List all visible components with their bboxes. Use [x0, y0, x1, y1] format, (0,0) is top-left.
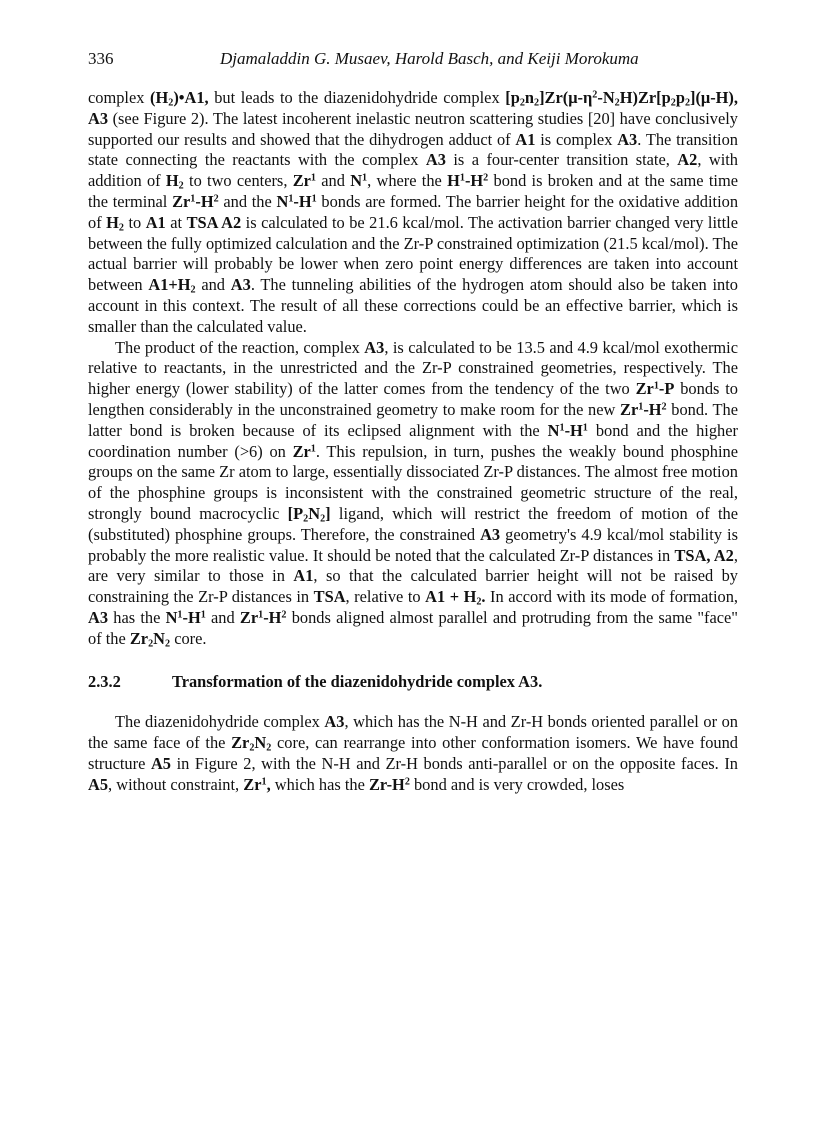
page-number: 336 [88, 49, 114, 68]
section-heading [88, 672, 738, 693]
paragraph: The diazenidohydride complex A3, which has the N-H and Zr-H bonds oriented parallel or on the same face of the $Zr_2N_2$ core, can rearrange into other conformation isomers. We have found structure A5 in Figure 2, with the N-H and Zr-H bonds anti-parallel or on the opposite faces. In A5, without constraint, Zr$^1$, which has the $Zr-H^2$ bond and is very crowded, loses [88, 712, 738, 794]
paragraph: The product of the reaction, complex A3, is calculated to be 13.5 and 4.9 kcal/mol exothermic relative to reactants, in the unrestricted and the Zr-P constrained geometries, respectively. The higher energy (lower stability) of the latter comes from the tendency of the two Zr$^1$-P bonds to lengthen considerably in the unconstrained geometry to make room for the new $Zr^1-H^2$ bond. The latter bond is broken because of its eclipsed alignment with the $N^1-H^1$ bond and the higher coordination number (>6) on Zr$^1$. This repulsion, in turn, pushes the weakly bound phosphine groups on the same Zr atom to large, essentially dissociated Zr-P distances. The almost free motion of the phosphine groups is inconsistent with the constrained geometric structure of the real, strongly bound macrocyclic $[P_2N_2]$ ligand, which will restrict the freedom of motion of the (substituted) phosphine groups. Therefore, the constrained A3 geometry's 4.9 kcal/mol stability is probably the more realistic value. It should be noted that the calculated Zr-P distances in TSA, A2, are very similar to those in A1, so that the calculated barrier height will not be raised by constraining the Zr-P distances in TSA, relative to $A1 + H_2$. In accord with its mode of formation, A3 has the $N^1-H^1$ and $Zr^1-H^2$ bonds aligned almost parallel and protruding from the same "face" of the $Zr_2N_2$ core. [88, 337, 739, 650]
section-title: Transformation of the diazenidohydride complex A3. [172, 671, 543, 691]
body-text [88, 88, 738, 796]
section-number: 2.3.2 [88, 671, 121, 691]
running-head-authors: Djamaladdin G. Musaev, Harold Basch, and Keiji Morokuma [220, 49, 639, 68]
paragraph: complex $(H_2)•A1$, but leads to the diazenidohydride complex $[p_2n_2]Zr(\mu-\eta^2-N_2H)Zr[p_2p_2](\mu-H)$, A3 (see Figure 2). The latest incoherent inelastic neutron scattering studies [20] have conclusively supported our results and showed that the dihydrogen adduct of A1 is complex A3. The transition state connecting the reactants with the complex A3 is a four-center transition state, A2, with addition of $H_2$ to two centers, Zr$^1$ and $N^1$, where the $H^1-H^2$ bond is broken and at the same time the terminal $Zr^1-H^2$ and the $N^1-H^1$ bonds are formed. The barrier height for the oxidative addition of $H_2$ to A1 at TSA A2 is calculated to be 21.6 kcal/mol. The activation barrier changed very little between the fully optimized calculation and the Zr-P constrained optimization (21.5 kcal/mol). The actual barrier will probably be lower when zero point energy differences are taken into account between $A1+H_2$ and A3. The tunneling abilities of the hydrogen atom should also be taken into account in this context. The result of all these corrections could be an effective barrier, which is smaller than the calculated value. [88, 88, 739, 336]
